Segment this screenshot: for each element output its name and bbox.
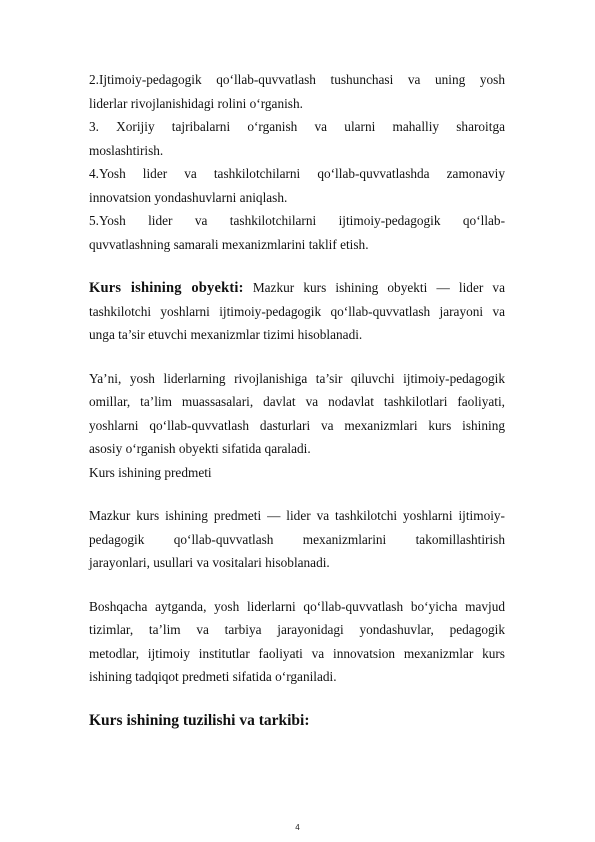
- paragraph-gap: [89, 689, 505, 709]
- object-text: Mazkur kurs ishining obyekti — lider va: [243, 280, 505, 295]
- text-line: [89, 276, 505, 300]
- object-paragraph: [89, 276, 505, 347]
- page-content: [89, 68, 505, 733]
- text-line: tizimlar, ta’lim va tarbiya jarayonidagi yondashuvlar, pedagogik: [89, 622, 505, 637]
- text-line: metodlar, ijtimoiy institutlar faoliyati va innovatsion mexanizmlar kurs: [89, 645, 505, 661]
- text-line: yoshlarni qo‘llab-quvvatlash dasturlari va mexanizmlari kurs ishining: [89, 417, 505, 433]
- text-line: 5.Yosh lider va tashkilotchilarni ijtimoiy-pedagogik qo‘llab-: [89, 213, 505, 228]
- text-line: moslashtirish.: [89, 142, 164, 158]
- text-line: omillar, ta’lim muassasalari, davlat va nodavlat tashkilotlari faoliyati,: [89, 394, 505, 409]
- text-line: innovatsion yondashuvlarni aniqlash.: [89, 189, 288, 205]
- text-line: 2.Ijtimoiy-pedagogik qo‘llab-quvvatlash tushunchasi va uning yosh: [89, 72, 505, 87]
- explain-paragraph: [89, 367, 505, 461]
- subject-paragraph: [89, 504, 505, 575]
- object-label: Kurs ishining obyekti:: [89, 280, 244, 296]
- goal-item-5: [89, 209, 505, 256]
- text-line: 3. Xorijiy tajribalarni o‘rganish va ularni mahalliy sharoitga: [89, 119, 505, 134]
- text-line: asosiy o‘rganish obyekti sifatida qaraladi.: [89, 441, 311, 456]
- text-line: unga ta’sir etuvchi mexanizmlar tizimi hisoblanadi.: [89, 327, 363, 342]
- goal-item-4: [89, 162, 505, 209]
- text-line: Boshqacha aytganda, yosh liderlarni qo‘llab-quvvatlash bo‘yicha mavjud: [89, 598, 505, 614]
- text-line: tashkilotchi yoshlarni ijtimoiy-pedagogik qo‘llab-quvvatlash jarayoni va: [89, 303, 505, 319]
- research-subject-paragraph: [89, 595, 505, 689]
- paragraph-gap: [89, 347, 505, 367]
- text-line: liderlar rivojlanishidagi rolini o‘rganish.: [89, 95, 303, 111]
- subject-label: Kurs ishining predmeti: [89, 464, 212, 480]
- text-line: pedagogik qo‘llab-quvvatlash mexanizmlarini takomillashtirish: [89, 531, 505, 547]
- text-line: 4.Yosh lider va tashkilotchilarni qo‘llab-quvvatlashda zamonaviy: [89, 166, 505, 181]
- text-line: ishining tadqiqot predmeti sifatida o‘rganiladi.: [89, 669, 337, 684]
- paragraph-gap: [89, 256, 505, 276]
- goal-item-3: [89, 115, 505, 162]
- goal-item-2: [89, 68, 505, 115]
- text-line: Mazkur kurs ishining predmeti — lider va tashkilotchi yoshlarni ijtimoiy-: [89, 508, 505, 523]
- text-line: quvvatlashning samarali mexanizmlarini taklif etish.: [89, 236, 369, 252]
- section-heading: Kurs ishining tuzilishi va tarkibi:: [89, 711, 310, 729]
- paragraph-gap: [89, 575, 505, 595]
- page-number: 4: [295, 823, 300, 832]
- paragraph-gap: [89, 484, 505, 504]
- text-line: jarayonlari, usullari va vositalari hisoblanadi.: [89, 555, 330, 570]
- text-line: Ya’ni, yosh liderlarning rivojlanishiga ta’sir qiluvchi ijtimoiy-pedagogik: [89, 370, 505, 386]
